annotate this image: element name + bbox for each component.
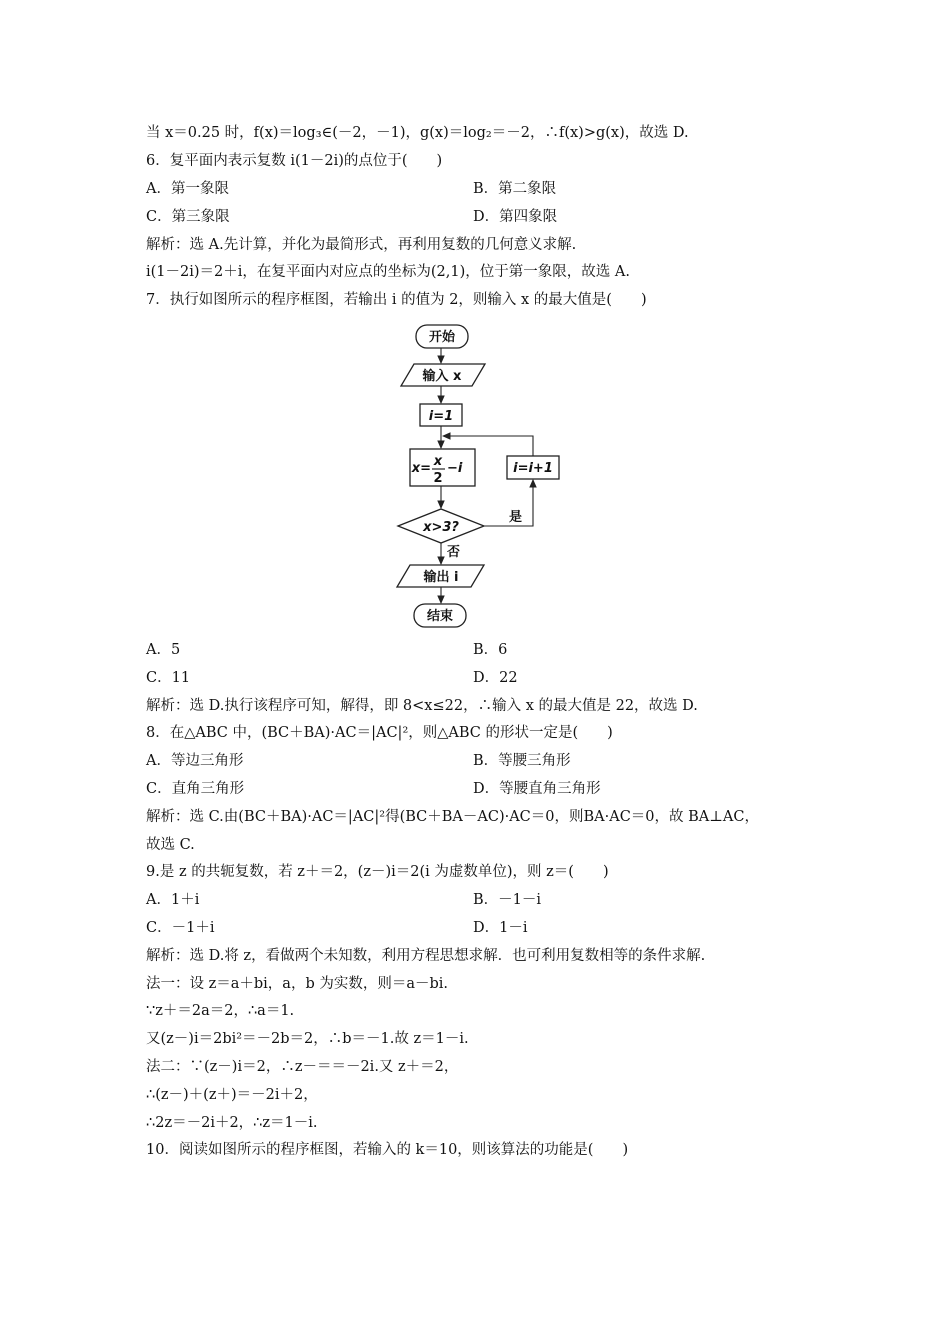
option-a: A．5 [146, 642, 181, 658]
option-a: A．等边三角形 [146, 753, 244, 769]
solution-line: ∵z＋＝2a＝2，∴a＝1. [146, 1003, 295, 1019]
question-8: 8．在△ABC 中，(BC＋BA)·AC＝|AC|²，则△ABC 的形状一定是( ) [146, 725, 613, 741]
option-b: B．－1－i [473, 892, 542, 908]
question-10: 10．阅读如图所示的程序框图，若输入的 k＝10，则该算法的功能是( ) [146, 1142, 629, 1158]
question-6: 6．复平面内表示复数 i(1－2i)的点位于( ) [146, 153, 443, 169]
frac-numerator: x [433, 454, 443, 469]
condition-label: x>3? [423, 520, 459, 535]
option-a: A．第一象限 [146, 181, 229, 197]
solution-line: i(1－2i)＝2＋i，在复平面内对应点的坐标为(2,1)，位于第一象限，故选 A. [146, 264, 630, 280]
solution-line: 又(z－)i＝2bi²＝－2b＝2，∴b＝－1.故 z＝1－i. [146, 1031, 469, 1047]
solution-line: 解析：选 D.执行该程序可知，解得，即 8<x≤22，∴输入 x 的最大值是 22，故选 D. [146, 698, 698, 714]
output-label: 输出 i [423, 570, 459, 585]
assign-rhs: −i [447, 461, 463, 476]
solution-line: 解析：选 C.由(BC＋BA)·AC＝|AC|²得(BC＋BA－AC)·AC＝0，则BA·AC＝0，故 BA⊥AC， [146, 809, 759, 825]
solution-line: 法二：∵(z－)i＝2，∴z－＝＝－2i.又 z＋＝2， [146, 1059, 459, 1075]
input-label: 输入 x [422, 369, 462, 384]
solution-line: 解析：选 A.先计算，并化为最简形式，再利用复数的几何意义求解. [146, 237, 577, 253]
text-line: 当 x＝0.25 时，f(x)＝log₃∈(－2，－1)，g(x)＝log₂＝－2，∴f(x)>g(x)，故选 D. [146, 125, 689, 141]
option-c: C．第三象限 [146, 209, 230, 225]
start-label: 开始 [428, 330, 456, 345]
question-7: 7．执行如图所示的程序框图，若输出 i 的值为 2，则输入 x 的最大值是( ) [146, 292, 647, 308]
option-b: B．等腰三角形 [473, 753, 571, 769]
option-d: D．等腰直角三角形 [473, 781, 601, 797]
flowchart [385, 320, 585, 636]
option-d: D．22 [473, 670, 518, 686]
option-b: B．第二象限 [473, 181, 557, 197]
solution-line: ∴(z－)＋(z＋)＝－2i＋2， [146, 1087, 318, 1103]
option-a: A．1＋i [146, 892, 200, 908]
option-c: C．－1＋i [146, 920, 215, 936]
option-d: D．1－i [473, 920, 528, 936]
init-label: i=1 [428, 409, 454, 424]
solution-line: 法一：设 z＝a＋bi，a，b 为实数，则＝a－bi. [146, 976, 449, 992]
assign-lhs: x= [411, 461, 431, 476]
no-label: 否 [447, 545, 461, 560]
yes-label: 是 [509, 510, 523, 525]
solution-line: ∴2z＝－2i＋2，∴z＝1－i. [146, 1115, 318, 1131]
option-d: D．第四象限 [473, 209, 558, 225]
option-c: C．11 [146, 670, 191, 686]
option-b: B．6 [473, 642, 508, 658]
question-9: 9.是 z 的共轭复数，若 z＋＝2，(z－)i＝2(i 为虚数单位)，则 z＝( ) [146, 864, 609, 880]
end-label: 结束 [426, 609, 454, 624]
solution-line: 故选 C. [146, 837, 195, 853]
option-c: C．直角三角形 [146, 781, 245, 797]
frac-denominator: 2 [433, 471, 443, 486]
increment-label: i=i+1 [513, 461, 553, 476]
solution-line: 解析：选 D.将 z，看做两个未知数，利用方程思想求解．也可利用复数相等的条件求解. [146, 948, 706, 964]
